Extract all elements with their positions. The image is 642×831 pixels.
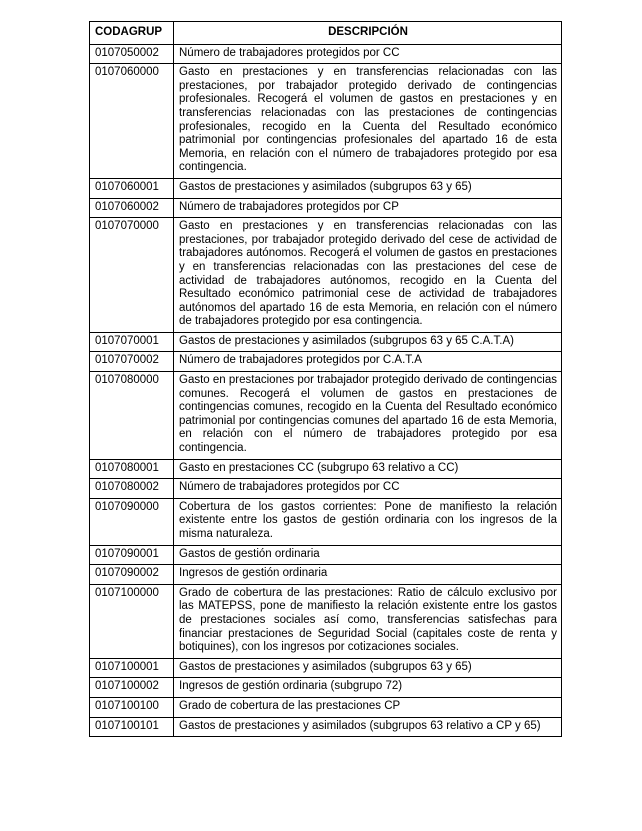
table-row — [90, 352, 562, 372]
table-row — [90, 44, 562, 64]
column-header-code: CODAGRUP — [90, 22, 174, 45]
row-description: Gastos de prestaciones y asimilados (subgrupos 63 y 65 C.A.T.A) — [174, 332, 562, 352]
table-header-row — [90, 22, 562, 45]
table-body — [90, 44, 562, 737]
row-description: Gastos de prestaciones y asimilados (subgrupos 63 relativo a CP y 65) — [174, 717, 562, 737]
table-row — [90, 717, 562, 737]
row-code: 0107100002 — [90, 678, 174, 698]
row-code: 0107050002 — [90, 44, 174, 64]
table-row — [90, 332, 562, 352]
table-row — [90, 545, 562, 565]
row-description: Ingresos de gestión ordinaria (subgrupo 72) — [174, 678, 562, 698]
table-row — [90, 498, 562, 545]
row-code: 0107060001 — [90, 178, 174, 198]
row-code: 0107060002 — [90, 198, 174, 218]
table-row — [90, 697, 562, 717]
row-description: Número de trabajadores protegidos por CC — [174, 44, 562, 64]
row-code: 0107080001 — [90, 459, 174, 479]
table-row — [90, 678, 562, 698]
row-code: 0107100100 — [90, 697, 174, 717]
table-row — [90, 459, 562, 479]
row-description: Número de trabajadores protegidos por CC — [174, 479, 562, 499]
table-row — [90, 565, 562, 585]
row-description: Cobertura de los gastos corrientes: Pone de manifiesto la relación existente entre los gastos de gestión ordinaria con los ingresos de la misma naturaleza. — [174, 498, 562, 545]
row-description: Gastos de prestaciones y asimilados (subgrupos 63 y 65) — [174, 178, 562, 198]
row-description: Gasto en prestaciones y en transferencias relacionadas con las prestaciones, por trabajador protegido derivado del cese de actividad de trabajadores autónomos. Recogerá el volumen de gastos en prestaciones y en transferencias relacionadas con las prestaciones del cese de actividad de trabajadores autónomos, recogido en la Cuenta del Resultado económico patrimonial cese de actividad de trabajadores autónomos del apartado 16 de esta Memoria, en relación con el número de trabajadores protegido por esa contingencia. — [174, 218, 562, 333]
row-description: Grado de cobertura de las prestaciones: Ratio de cálculo exclusivo por las MATEPSS, pone de manifiesto la relación existente entre los gastos de prestaciones sociales así como, transferencias satisfechas para financiar prestaciones de Seguridad Social (capitales coste de renta y botiquines), con los ingresos por cotizaciones sociales. — [174, 584, 562, 658]
row-code: 0107070001 — [90, 332, 174, 352]
table-row — [90, 658, 562, 678]
table-row — [90, 584, 562, 658]
row-code: 0107080002 — [90, 479, 174, 499]
row-code: 0107090002 — [90, 565, 174, 585]
row-code: 0107070002 — [90, 352, 174, 372]
row-code: 0107100001 — [90, 658, 174, 678]
document-page — [89, 21, 561, 737]
table-row — [90, 479, 562, 499]
row-description: Gasto en prestaciones y en transferencias relacionadas con las prestaciones, por trabajador protegido derivado de contingencias profesionales. Recogerá el volumen de gastos en prestaciones y en transferencias relacionadas con las prestaciones de contingencias profesionales, recogido en la Cuenta del Resultado económico patrimonial por contingencias profesionales del apartado 16 de esta Memoria, en relación con el número de trabajadores protegido por esa contingencia. — [174, 64, 562, 179]
row-code: 0107100101 — [90, 717, 174, 737]
row-description: Grado de cobertura de las prestaciones CP — [174, 697, 562, 717]
codagrup-table — [89, 21, 562, 737]
row-description: Número de trabajadores protegidos por C.A.T.A — [174, 352, 562, 372]
row-code: 0107060000 — [90, 64, 174, 179]
row-code: 0107070000 — [90, 218, 174, 333]
table-row — [90, 198, 562, 218]
column-header-description: DESCRIPCIÓN — [174, 22, 562, 45]
row-description: Ingresos de gestión ordinaria — [174, 565, 562, 585]
table-row — [90, 178, 562, 198]
row-description: Gasto en prestaciones por trabajador protegido derivado de contingencias comunes. Recogerá el volumen de gastos en prestaciones de contingencias comunes, recogido en la Cuenta del Resultado económico patrimonial por contingencias comunes del apartado 16 de esta Memoria, en relación con el número de trabajadores protegido por esa contingencia. — [174, 372, 562, 460]
row-description: Gasto en prestaciones CC (subgrupo 63 relativo a CC) — [174, 459, 562, 479]
row-description: Número de trabajadores protegidos por CP — [174, 198, 562, 218]
table-row — [90, 218, 562, 333]
row-description: Gastos de prestaciones y asimilados (subgrupos 63 y 65) — [174, 658, 562, 678]
row-code: 0107090000 — [90, 498, 174, 545]
table-row — [90, 372, 562, 460]
row-code: 0107100000 — [90, 584, 174, 658]
row-code: 0107090001 — [90, 545, 174, 565]
row-code: 0107080000 — [90, 372, 174, 460]
row-description: Gastos de gestión ordinaria — [174, 545, 562, 565]
table-row — [90, 64, 562, 179]
